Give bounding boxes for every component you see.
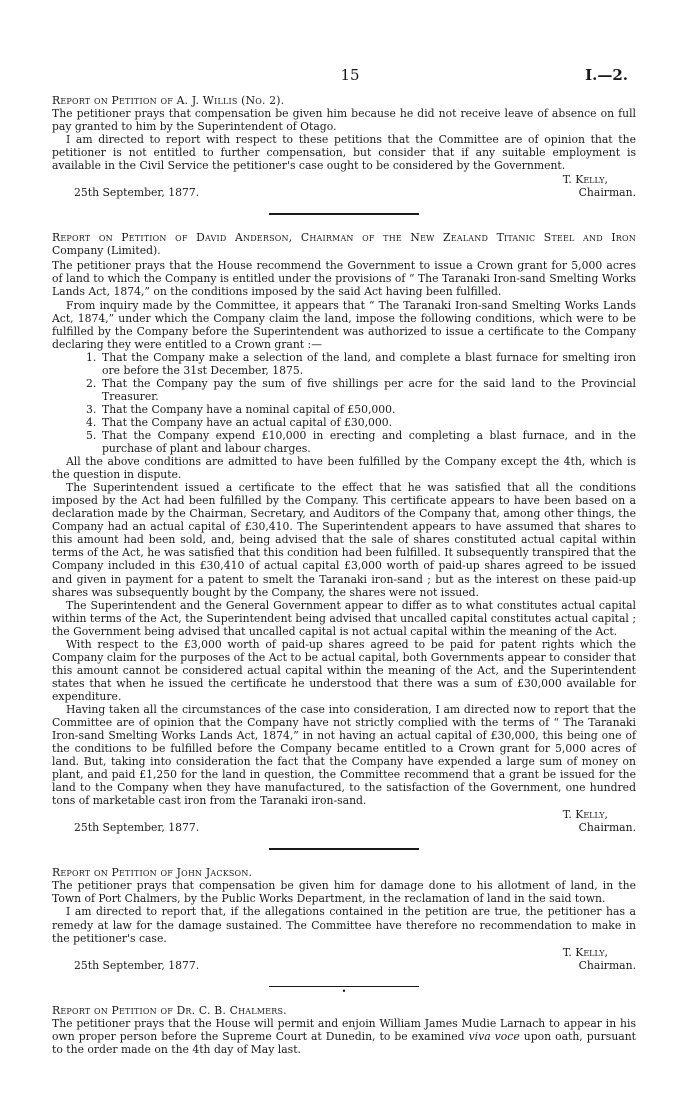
divider-ornament: •: [341, 987, 347, 997]
page-content: [52, 94, 636, 1056]
condition-item: 5. That the Company expend £10,000 in erecting and completing a blast furnace, and in the purchase of plant and labour charges.: [86, 428, 636, 456]
signatory-name: T. Kelly,: [562, 945, 608, 959]
report-date: 25th September, 1877.: [74, 958, 200, 972]
willis-heading: Report on Petition of A. J. Willis (No. 2).: [52, 94, 285, 107]
report-date: 25th September, 1877.: [74, 821, 200, 835]
signatory-title: Chairman.: [578, 186, 636, 200]
anderson-signature: [52, 808, 636, 834]
anderson-inquiry: From inquiry made by the Committee, it appears that “ The Taranaki Iron-sand Smelting Works Lands Act, 1874,” under which the Company claim the land, impose the following conditions, which were to be fulfilled by the Company before the Superintendent was authorized to issue a certificate to the Company declaring they were entitled to a Crown grant :—: [52, 298, 636, 351]
jackson-finding: I am directed to report that, if the allegations contained in the petition are true, the petitioner has a remedy at law for the damage sustained. The Committee have therefore no recommendation to make in the petitioner's case.: [52, 905, 636, 945]
signatory-title: Chairman.: [578, 958, 636, 972]
jackson-report: [52, 866, 636, 971]
document-reference: I.—2.: [585, 66, 628, 84]
anderson-patent-shares: With respect to the £3,000 worth of paid-up shares agreed to be paid for patent rights which the Company claim for the purposes of the Act to be actual capital, both Governments appear to consider that this amount cannot be considered actual capital within the meaning of the Act, and the Superintendent states that when he issued the certificate he understood that there was a sum of £30,000 available for expenditure.: [52, 637, 636, 703]
signatory-name: T. Kelly,: [562, 808, 608, 822]
willis-report: [52, 94, 636, 199]
anderson-certificate: The Superintendent issued a certificate to the effect that he was satisfied that all the conditions imposed by the Act had been fulfilled by the Company. This certificate appears to have been based on a declaration made by the Chairman, Secretary, and Auditors of the Company that, among other things, the Company had an actual capital of £30,410. The Superintendent appears to have assumed that shares to this amount had been sold, and, being advised that the sale of shares constituted actual capital within terms of the Act, he was satisfied that this condition had been fulfilled. It subsequently transpired that the Company included in this £30,410 of actual capital £3,000 worth of paid-up shares agreed to be issued and given in payment for a patent to smelt the Taranaki iron-sand ; but as the interest on these paid-up shares was subsequently bought by the Company, the shares were not issued.: [52, 481, 636, 599]
willis-prayer: The petitioner prays that compensation be given him because he did not receive leave of absence on full pay granted to him by the Superintendent of Otago.: [52, 107, 636, 134]
chalmers-heading: Report on Petition of Dr. C. B. Chalmers.: [52, 1004, 287, 1018]
anderson-heading-cont: Company (Limited).: [52, 244, 161, 258]
section-divider: [269, 213, 419, 215]
willis-signature: [52, 173, 636, 199]
anderson-dispute: The Superintendent and the General Government appear to differ as to what constitutes actual capital within terms of the Act, the Superintendent being advised that uncalled capital constitutes actual capital ; the Government being advised that uncalled capital is not actual capital within the meaning of the Act.: [52, 598, 636, 638]
chalmers-prayer: The petitioner prays that the House will permit and enjoin William James Mudie Larnach to appear in his own proper person before the Supreme Court at Dunedin, to be examined viva voce upon oath, pursuant to the order made on the 4th day of May last.: [52, 1017, 637, 1057]
jackson-heading: Report on Petition of John Jackson.: [52, 866, 253, 880]
conditions-list: [52, 351, 636, 455]
condition-item: 3. That the Company have a nominal capital of £50,000.: [86, 402, 396, 416]
report-date: 25th September, 1877.: [74, 186, 200, 200]
condition-item: 1. That the Company make a selection of the land, and complete a blast furnace for smelting iron ore before the 31st December, 1875.: [86, 350, 636, 377]
page-number: 15: [340, 66, 360, 84]
condition-item: 4. That the Company have an actual capital of £30,000.: [86, 415, 393, 429]
anderson-report: [52, 231, 636, 834]
anderson-admission: All the above conditions are admitted to have been fulfilled by the Company except the 4th, which is the question in dispute.: [52, 455, 636, 482]
signatory-name: T. Kelly,: [562, 173, 608, 187]
anderson-prayer: The petitioner prays that the House recommend the Government to issue a Crown grant for 5,000 acres of land to which the Company is entitled under the provisions of “ The Taranaki Iron-sand Smelting Works Lands Act, 1874,” on the conditions imposed by the said Act having been fulfilled.: [52, 259, 636, 299]
signatory-title: Chairman.: [578, 821, 636, 835]
section-divider: [269, 848, 419, 850]
anderson-heading: Report on Petition of David Anderson, Chairman of the New Zealand Titanic Steel and Iron: [52, 231, 636, 245]
jackson-signature: [52, 946, 636, 972]
condition-item: 2. That the Company pay the sum of five shillings per acre for the said land to the Provincial Treasurer.: [86, 376, 636, 403]
willis-finding: I am directed to report with respect to these petitions that the Committee are of opinion that the petitioner is not entitled to further compensation, but consider that if any suitable employment is available in the Civil Service the petitioner's case ought to be considered by the Government.: [52, 133, 636, 173]
jackson-prayer: The petitioner prays that compensation be given him for damage done to his allotment of land, in the Town of Port Chalmers, by the Public Works Department, in the reclamation of land in the said town.: [52, 879, 636, 906]
chalmers-report: [52, 1004, 636, 1056]
anderson-recommendation: Having taken all the circumstances of the case into consideration, I am directed now to report that the Committee are of opinion that the Company have not strictly complied with the terms of “ The Taranaki Iron-sand Smelting Works Lands Act, 1874,” in not having an actual capital of £30,000, this being one of the conditions to be fulfilled before the Company became entitled to a Crown grant for 5,000 acres of land. But, taking into consideration the fact that the Company have expended a large sum of money on plant, and paid £1,250 for the land in question, the Committee recommend that a grant be issued for the land to the Company when they have manufactured, to the satisfaction of the Government, one hundred tons of marketable cast iron from the Taranaki iron-sand.: [52, 702, 636, 808]
